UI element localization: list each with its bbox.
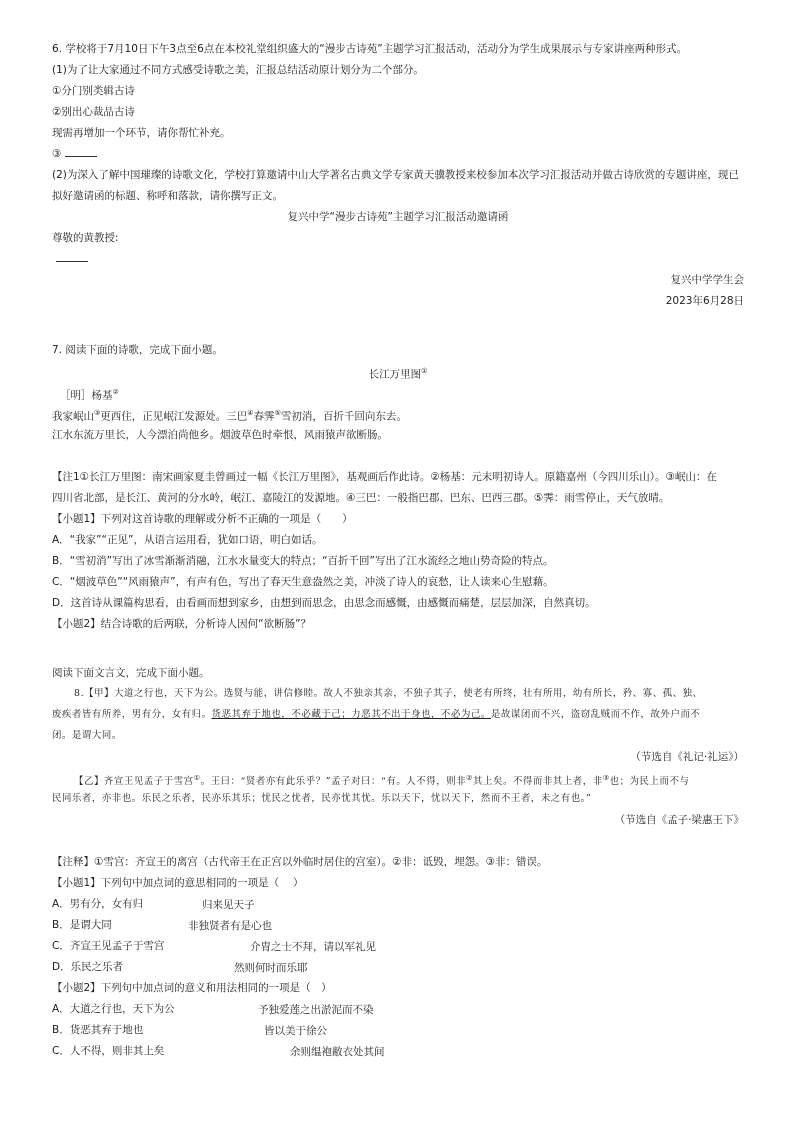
q6-part2-line1: (2)为深入了解中国璀璨的诗歌文化，学校打算邀请中山大学著名古典文学专家黄天骥教授来校参加本次学习汇报活动并做古诗欣赏的专题讲座，现已 — [52, 169, 739, 181]
footnote-mark: ① — [421, 367, 428, 375]
letter-signer: 复兴中学学生会 — [670, 274, 744, 286]
passage-jia-line2 — [52, 708, 700, 722]
q8-s2-row — [52, 1044, 164, 1058]
option-left: C．齐宣王见孟子于雪宫 — [52, 940, 165, 952]
passage-jia-source: （节选自《礼记·礼运》） — [630, 751, 744, 763]
q7-option-d: D．这首诗从课篇构思看，由看画而想到家乡，由想到而思念，由思念而感慨，由感慨而痛楚，层层加深，自然真切。 — [52, 597, 596, 609]
option-right: 予独爱莲之出淤泥而不染 — [258, 1004, 374, 1016]
option-left: B．货恶其弃于地也 — [52, 1024, 144, 1036]
poem-text: 更西住，正见岷江发源处。三巴 — [100, 410, 248, 423]
passage-text: 废疾者皆有所养，男有分，女有归。 — [52, 709, 212, 720]
q7-option-c: C．“烟波草色”“风雨猿声”，有声有色，写出了春天生意盎然之美，冲淡了诗人的哀愁，让人读来心生慰藉。 — [52, 576, 554, 588]
footnote-mark: ② — [112, 388, 119, 396]
q6-item2: ②别出心裁品古诗 — [52, 106, 135, 118]
passage-text: 。王曰：“贤者亦有此乐乎？”孟子对曰：“有。人不得，则非 — [200, 776, 467, 788]
q8-s1-row — [52, 897, 143, 911]
q7-stem: 7. 阅读下面的诗歌，完成下面小题。 — [52, 344, 223, 356]
q6-stem: 6. 学校将于7月10日下午3点至6点在本校礼堂组织盛大的“漫步古诗苑”主题学习汇报活动，活动分为学生成果展示与专家讲座两种形式。 — [52, 43, 688, 55]
q8-notes: 【注释】①雪宫：齐宣王的离宫（古代帝王在正宫以外临时居住的宫室）。②非：诋毁，埋怨。③非：错误。 — [52, 856, 548, 868]
q6-add-instruction: 现需再增加一个环节，请你帮忙补充。 — [52, 127, 231, 139]
q6-part1: (1)为了让大家通过不同方式感受诗歌之美，汇报总结活动原计划分为二个部分。 — [52, 64, 424, 76]
passage-jia-line1: 8.【甲】大道之行也，天下为公。选贤与能，讲信修睦。故人不独亲其亲，不独子其子，使老有所终，壮有所用，幼有所长，矜、寡、孤、独、 — [74, 688, 703, 699]
passage-jia-line3: 闭。是谓大同。 — [52, 730, 122, 741]
q8-intro: 阅读下面文言文，完成下面小题。 — [52, 667, 210, 679]
poem-text: 春霁 — [253, 410, 275, 423]
option-right: 然则何时而乐耶 — [234, 962, 308, 974]
letter-date: 2023年6月28日 — [665, 295, 744, 307]
letter-body-blank — [56, 252, 88, 266]
q6-part2-line2: 拟好邀请函的标题、称呼和落款，请你撰写正文。 — [52, 190, 283, 202]
option-right: 皆以美于徐公 — [264, 1025, 327, 1037]
footnote-mark: ① — [193, 774, 201, 782]
q7-sub2: 【小题2】结合诗歌的后两联，分析诗人因何“欲断肠”？ — [52, 618, 312, 630]
option-left: C．人不得，则非其上矣 — [52, 1045, 165, 1057]
q8-sub2: 【小题2】下列句中加点词的意义和用法相同的一项是（ ） — [52, 982, 332, 994]
poem-author-text: ［明］杨基 — [60, 389, 113, 402]
option-right: 非独贤者有是心也 — [188, 920, 272, 932]
option-right: 介胄之士不拜，请以军礼见 — [250, 941, 376, 953]
footnote-mark: ⑤ — [274, 409, 281, 417]
q8-s1-row — [52, 918, 112, 932]
q7-sub1: 【小题1】下列对这首诗歌的理解或分析不正确的一项是（ ） — [52, 513, 353, 525]
footnote-mark: ③ — [94, 409, 101, 417]
passage-text: 是故谋闭而不兴，盗窃乱贼而不作，故外户而不 — [490, 709, 701, 720]
footnote-mark: ④ — [247, 409, 254, 417]
q8-s1-row — [52, 960, 123, 974]
poem-text: 雪初消，百折千回向东去。 — [280, 410, 407, 423]
footnote-mark: ② — [466, 774, 474, 782]
q8-s1-row — [52, 939, 164, 953]
poem-line1 — [52, 406, 407, 424]
passage-text: 也；为民上而不与 — [609, 776, 690, 788]
q6-item3-label: ③ — [52, 148, 62, 160]
q8-s2-row — [52, 1023, 143, 1037]
q7-option-a: A．“我家”“正见”，从语言运用看，犹如口语，明白如话。 — [52, 534, 323, 546]
poem-text: 我家岷山 — [52, 410, 94, 423]
passage-yi-line1 — [74, 771, 689, 789]
option-right: 余则缊袍敝衣处其间 — [290, 1046, 385, 1058]
option-left: D．乐民之乐者 — [52, 961, 124, 973]
poem-line2: 江水东流万里长，人今漂泊尚他乡。烟波草色时牵恨，风雨猿声欲断肠。 — [52, 429, 388, 441]
poem-notes-line2: 四川省北部，是长江、黄河的分水岭，岷江、嘉陵江的发源地。④三巴：一般指巴郡、巴东、巴西三郡。⑤霁：雨雪停止，天气放晴。 — [52, 492, 670, 504]
q6-item3 — [52, 147, 97, 161]
passage-text: 其上矣。不得而非其上者，非 — [473, 776, 603, 788]
letter-title: 复兴中学“漫步古诗苑”主题学习汇报活动邀请函 — [287, 211, 509, 223]
poem-notes-line1: 【注1①长江万里图：南宋画家夏圭曾画过一幅《长江万里图》，基观画后作此诗。②杨基：元末明初诗人。原籍嘉州（今四川乐山）。③岷山：在 — [52, 471, 717, 483]
option-right: 归来见天子 — [202, 899, 255, 911]
answer-blank — [56, 252, 88, 262]
option-left: A．大道之行也，天下为公 — [52, 1003, 175, 1015]
q8-sub1: 【小题1】下列句中加点词的意思相同的一项是（ ） — [52, 877, 304, 889]
passage-yi-line2: 民同乐者，亦非也。乐民之乐者，民亦乐其乐；忧民之忧者，民亦忧其忧。乐以天下，忧以天下，然而不王者，未之有也。” — [52, 793, 592, 804]
footnote-mark: ③ — [602, 774, 610, 782]
letter-salutation: 尊敬的黄教授: — [52, 232, 119, 244]
passage-yi-source: （节选自《孟子·梁惠王下》 — [614, 814, 744, 826]
poem-title-text: 长江万里图 — [368, 368, 422, 381]
q8-s2-row — [52, 1002, 175, 1016]
poem-title — [52, 364, 744, 382]
poem-author — [60, 385, 119, 403]
passage-text: 【乙】齐宣王见孟子于雪宫 — [74, 776, 194, 788]
answer-blank — [65, 147, 97, 157]
underlined-sentence: 货恶其弃于地也，不必藏于己；力恶其不出于身也，不必为己。 — [211, 709, 491, 720]
q6-item1: ①分门别类辑古诗 — [52, 85, 135, 97]
q7-option-b: B．“雪初消”写出了冰雪渐渐消融，江水水量变大的特点；“百折千回”写出了江水流经之地山势奇险的特点。 — [52, 555, 554, 567]
option-left: B．是谓大同 — [52, 919, 112, 931]
option-left: A．男有分，女有归 — [52, 898, 144, 910]
